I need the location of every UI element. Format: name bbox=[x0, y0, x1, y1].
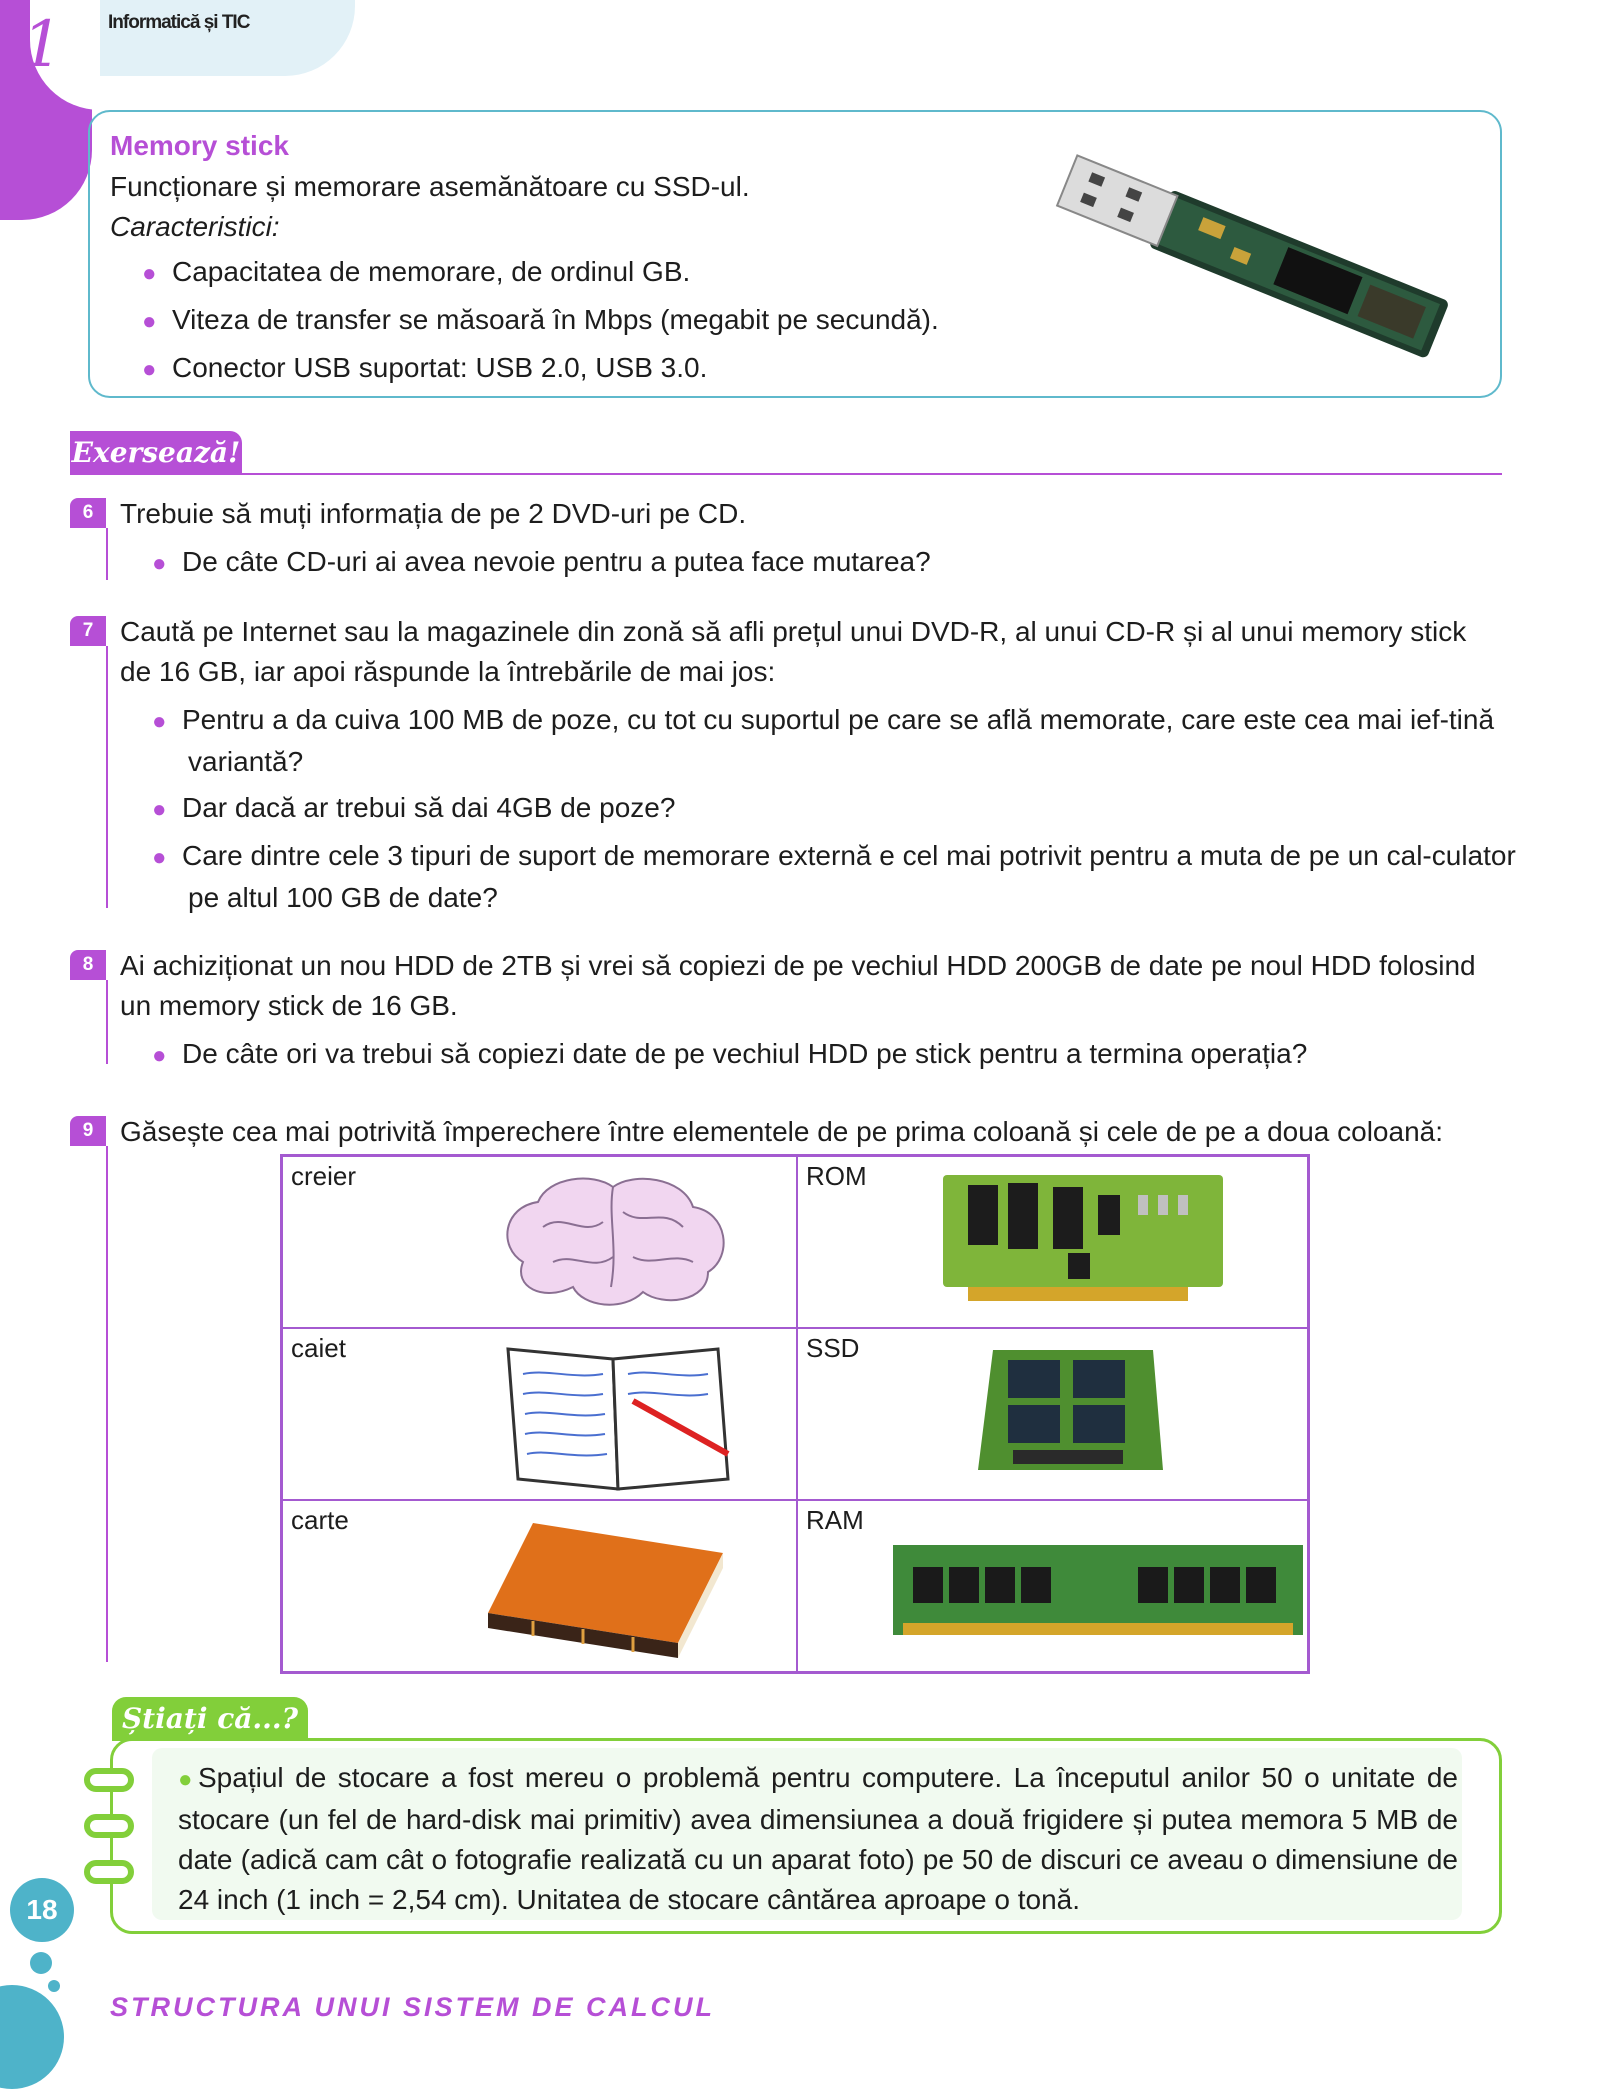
page-number: 18 bbox=[10, 1878, 74, 1942]
chapter-title: STRUCTURA UNUI SISTEM DE CALCUL bbox=[110, 1992, 715, 2022]
subject-title: Informatică și TIC bbox=[108, 12, 250, 33]
binder-ring-icon bbox=[84, 1768, 134, 1792]
exercises-divider bbox=[70, 473, 1502, 475]
decorative-dot bbox=[48, 1980, 60, 1992]
question-number: 9 bbox=[70, 1116, 106, 1146]
table-cell-label: carte bbox=[291, 1505, 349, 1535]
table-cell bbox=[283, 1157, 798, 1329]
question-bar bbox=[106, 646, 108, 908]
memory-stick-title: Memory stick bbox=[110, 130, 289, 161]
list-item: ● Dar dacă ar trebui să dai 4GB de poze? bbox=[152, 792, 676, 823]
rom-chip-image bbox=[938, 1165, 1228, 1305]
table-cell bbox=[283, 1329, 798, 1501]
table-cell bbox=[283, 1501, 798, 1671]
list-item: ● Capacitatea de memorare, de ordinul GB. bbox=[142, 256, 691, 287]
list-item: ● Pentru a da cuiva 100 MB de poze, cu tot cu suportul pe care se află memorate, care este cea mai ief-tină variantă? bbox=[152, 704, 1495, 777]
footer-arc bbox=[0, 1985, 64, 2089]
question-number: 8 bbox=[70, 950, 106, 980]
brain-image bbox=[493, 1167, 738, 1317]
memory-stick-description: Funcționare și memorare asemănătoare cu SSD-ul. bbox=[110, 171, 750, 202]
matching-table bbox=[280, 1154, 1310, 1674]
table-cell bbox=[798, 1501, 1310, 1671]
did-you-know-text: ● Spațiul de stocare a fost mereu o problemă pentru computere. La începutul anilor 50 o unitate de stocare (un fel de hard-disk mai primitiv) avea dimensiunea a două frigidere și putea memora 5 MB de date (adică cam cât o fotografie realizată cu un aparat foto) pe 50 de discuri ce aveau o dimensiune de 24 inch (1 inch = 2,54 cm). Unitatea de stocare cântărea aproape o tonă. bbox=[178, 1762, 1458, 1915]
list-item: ● De câte CD-uri ai avea nevoie pentru a putea face mutarea? bbox=[152, 546, 931, 577]
list-item: ● Viteza de transfer se măsoară în Mbps (megabit pe secundă). bbox=[142, 304, 939, 335]
exercises-label: Exersează! bbox=[70, 431, 242, 475]
question-number: 6 bbox=[70, 498, 106, 528]
table-cell-label: SSD bbox=[806, 1333, 860, 1363]
question-7-text: Caută pe Internet sau la magazinele din zonă să afli prețul unui DVD-R, al unui CD-R și al unui memory stick de 16 GB, iar apoi răspunde la întrebările de mai jos: bbox=[120, 616, 1467, 687]
table-cell-label: creier bbox=[291, 1161, 357, 1191]
notebook-image bbox=[503, 1339, 733, 1491]
question-bar bbox=[106, 1146, 108, 1662]
table-cell bbox=[798, 1329, 1310, 1501]
list-item: ● De câte ori va trebui să copiezi date de pe vechiul HDD pe stick pentru a termina operația? bbox=[152, 1038, 1308, 1069]
binder-ring-icon bbox=[84, 1814, 134, 1838]
table-cell-label: ROM bbox=[806, 1161, 867, 1191]
table-cell bbox=[798, 1157, 1310, 1329]
question-8-text: Ai achiziționat un nou HDD de 2TB și vrei să copiezi de pe vechiul HDD 200GB de date pe noul HDD folosind un memory stick de 16 GB. bbox=[120, 950, 1476, 1021]
question-number: 7 bbox=[70, 616, 106, 646]
chapter-number: 1 bbox=[22, 8, 63, 82]
usb-stick-image bbox=[1030, 130, 1450, 390]
list-item: ● Conector USB suportat: USB 2.0, USB 3.0. bbox=[142, 352, 708, 383]
table-cell-label: caiet bbox=[291, 1333, 346, 1363]
question-6-text: Trebuie să muți informația de pe 2 DVD-uri pe CD. bbox=[120, 498, 747, 529]
binder-ring-icon bbox=[84, 1860, 134, 1884]
did-you-know-label: Știați că...? bbox=[112, 1697, 308, 1741]
question-bar bbox=[106, 528, 108, 580]
question-bar bbox=[106, 980, 108, 1064]
ssd-image bbox=[973, 1345, 1168, 1475]
book-image bbox=[473, 1513, 733, 1661]
question-9-text: Găsește cea mai potrivită împerechere între elementele de pe prima coloană și cele de pe a doua coloană: bbox=[120, 1116, 1443, 1147]
ram-module-image bbox=[893, 1545, 1303, 1641]
characteristics-label: Caracteristici: bbox=[110, 211, 280, 242]
list-item: ● Care dintre cele 3 tipuri de suport de memorare externă e cel mai potrivit pentru a muta de pe un cal-culator pe altul 100 GB de date? bbox=[152, 840, 1516, 913]
table-cell-label: RAM bbox=[806, 1505, 864, 1535]
decorative-dot bbox=[30, 1952, 52, 1974]
